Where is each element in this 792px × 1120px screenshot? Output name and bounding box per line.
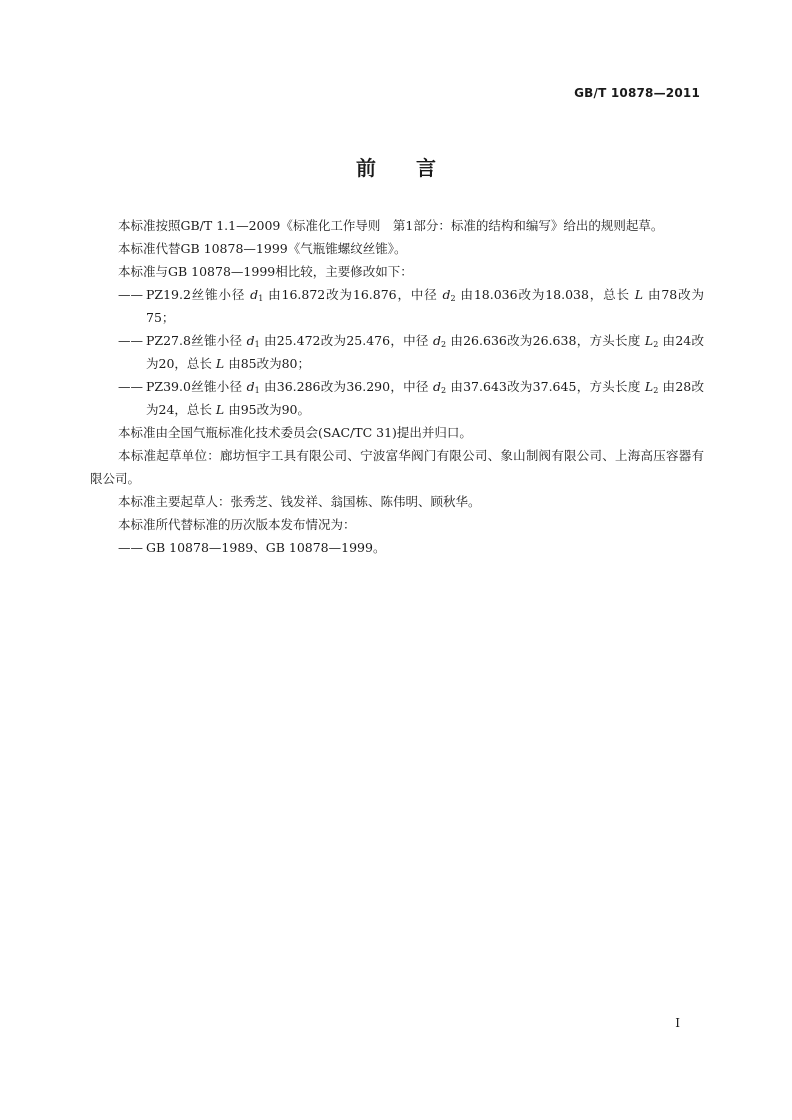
page-number: I <box>675 1016 680 1030</box>
change-item-pz19: —— PZ19.2丝锥小径 $d_1$ 由16.872改为16.876，中径 $d_2$ 由18.036改为18.038，总长 L 由78改为75； <box>90 283 704 329</box>
history-item: —— GB 10878—1989、GB 10878—1999。 <box>90 536 704 559</box>
paragraph-replaces: 本标准代替GB 10878—1999《气瓶锥螺纹丝锥》。 <box>118 241 407 256</box>
foreword-body <box>90 214 704 559</box>
list-dash: —— <box>118 540 143 555</box>
change-item-pz27: —— PZ27.8丝锥小径 $d_1$ 由25.472改为25.476，中径 $d_2$ 由26.636改为26.638，方头长度 $L_2$ 由24改为20，总长 L 由85改为80； <box>90 329 704 375</box>
paragraph-drafting-rules: 本标准按照GB/T 1.1—2009《标准化工作导则 第1部分：标准的结构和编写》给出的规则起草。 <box>118 218 664 233</box>
paragraph-drafters: 本标准主要起草人：张秀芝、钱发祥、翁国栋、陈伟明、顾秋华。 <box>118 494 481 509</box>
list-dash: —— <box>118 287 143 302</box>
paragraph-history-intro: 本标准所代替标准的历次版本发布情况为： <box>118 517 356 532</box>
paragraph-proposed-by: 本标准由全国气瓶标准化技术委员会(SAC/TC 31)提出并归口。 <box>118 425 472 440</box>
page-title: 前言 <box>356 156 476 180</box>
change-item-pz39: —— PZ39.0丝锥小径 $d_1$ 由36.286改为36.290，中径 $d_2$ 由37.643改为37.645，方头长度 $L_2$ 由28改为24，总长 L 由95改为90。 <box>90 375 704 421</box>
paragraph-drafting-units: 本标准起草单位：廊坊恒宇工具有限公司、宁波富华阀门有限公司、象山制阀有限公司、上海高压容器有限公司。 <box>90 448 704 486</box>
paragraph-changes-intro: 本标准与GB 10878—1999相比较，主要修改如下： <box>118 264 413 279</box>
standard-code: GB/T 10878—2011 <box>574 86 700 100</box>
list-dash: —— <box>118 333 143 348</box>
list-dash: —— <box>118 379 143 394</box>
